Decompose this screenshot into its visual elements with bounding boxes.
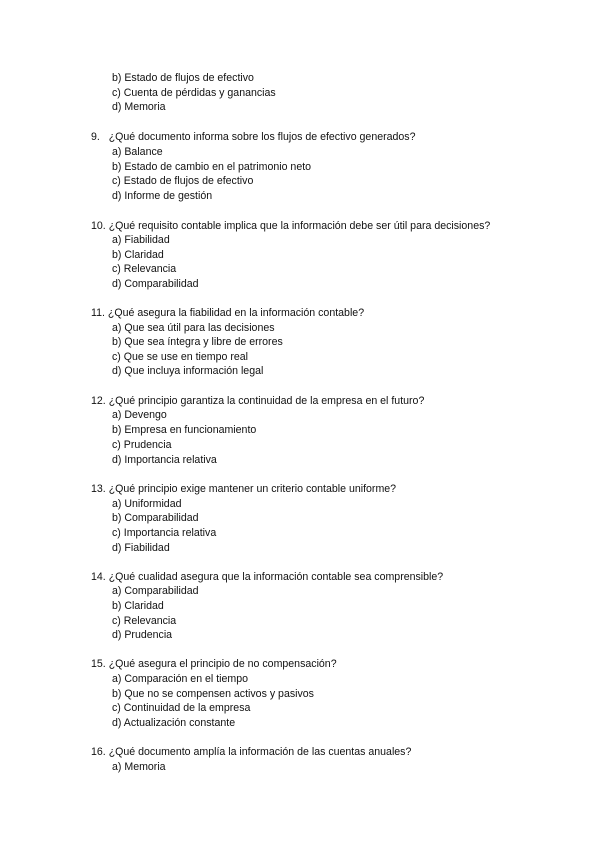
option: a) Comparabilidad	[112, 585, 199, 597]
option: a) Uniformidad	[112, 498, 182, 510]
question-text: ¿Qué requisito contable implica que la información debe ser útil para decisiones?	[108, 220, 491, 232]
option: c) Relevancia	[112, 263, 177, 275]
option: d) Fiabilidad	[112, 542, 170, 554]
question-text: ¿Qué asegura el principio de no compensación?	[108, 658, 337, 670]
question-12	[91, 394, 424, 408]
option: a) Balance	[112, 146, 163, 158]
option: d) Memoria	[112, 101, 166, 113]
option: a) Comparación en el tiempo	[112, 673, 249, 685]
question-text: ¿Qué documento informa sobre los flujos de efectivo generados?	[108, 131, 416, 143]
option: b) Que sea íntegra y libre de errores	[112, 336, 283, 348]
question-number: 12.	[91, 395, 106, 407]
question-14	[91, 570, 443, 584]
question-number: 16.	[91, 746, 106, 758]
question-11	[91, 306, 364, 320]
option: a) Fiabilidad	[112, 234, 170, 246]
option: b) Claridad	[112, 600, 164, 612]
option: c) Prudencia	[112, 439, 172, 451]
option: a) Devengo	[112, 409, 167, 421]
option: d) Comparabilidad	[112, 278, 199, 290]
option: b) Estado de cambio en el patrimonio neto	[112, 161, 312, 173]
question-text: ¿Qué principio exige mantener un criterio contable uniforme?	[108, 483, 397, 495]
option: b) Comparabilidad	[112, 512, 199, 524]
option: b) Que no se compensen activos y pasivos	[112, 688, 314, 700]
option: d) Importancia relativa	[112, 454, 217, 466]
question-number: 9.	[91, 131, 100, 143]
option: c) Que se use en tiempo real	[112, 351, 249, 363]
question-16	[91, 745, 411, 759]
option: c) Estado de flujos de efectivo	[112, 175, 254, 187]
question-text: ¿Qué principio garantiza la continuidad de la empresa en el futuro?	[108, 395, 425, 407]
option: a) Que sea útil para las decisiones	[112, 322, 275, 334]
option: d) Actualización constante	[112, 717, 236, 729]
question-9	[91, 130, 416, 144]
option: b) Estado de flujos de efectivo	[112, 72, 254, 84]
question-15	[91, 657, 337, 671]
question-number: 15.	[91, 658, 106, 670]
question-number: 10.	[91, 220, 106, 232]
question-number: 14.	[91, 571, 106, 583]
question-text: ¿Qué cualidad asegura que la información contable sea comprensible?	[108, 571, 444, 583]
option: c) Relevancia	[112, 615, 177, 627]
question-number: 13.	[91, 483, 106, 495]
question-text: ¿Qué documento amplía la información de las cuentas anuales?	[108, 746, 412, 758]
option: b) Empresa en funcionamiento	[112, 424, 257, 436]
option: c) Cuenta de pérdidas y ganancias	[112, 87, 276, 99]
question-text: ¿Qué asegura la fiabilidad en la información contable?	[107, 307, 365, 319]
option: c) Continuidad de la empresa	[112, 702, 251, 714]
option: d) Prudencia	[112, 629, 173, 641]
question-10	[91, 219, 490, 233]
option: d) Informe de gestión	[112, 190, 213, 202]
question-number: 11.	[91, 307, 105, 319]
option: d) Que incluya información legal	[112, 365, 264, 377]
option: a) Memoria	[112, 761, 166, 773]
option: b) Claridad	[112, 249, 164, 261]
question-13	[91, 482, 396, 496]
option: c) Importancia relativa	[112, 527, 217, 539]
